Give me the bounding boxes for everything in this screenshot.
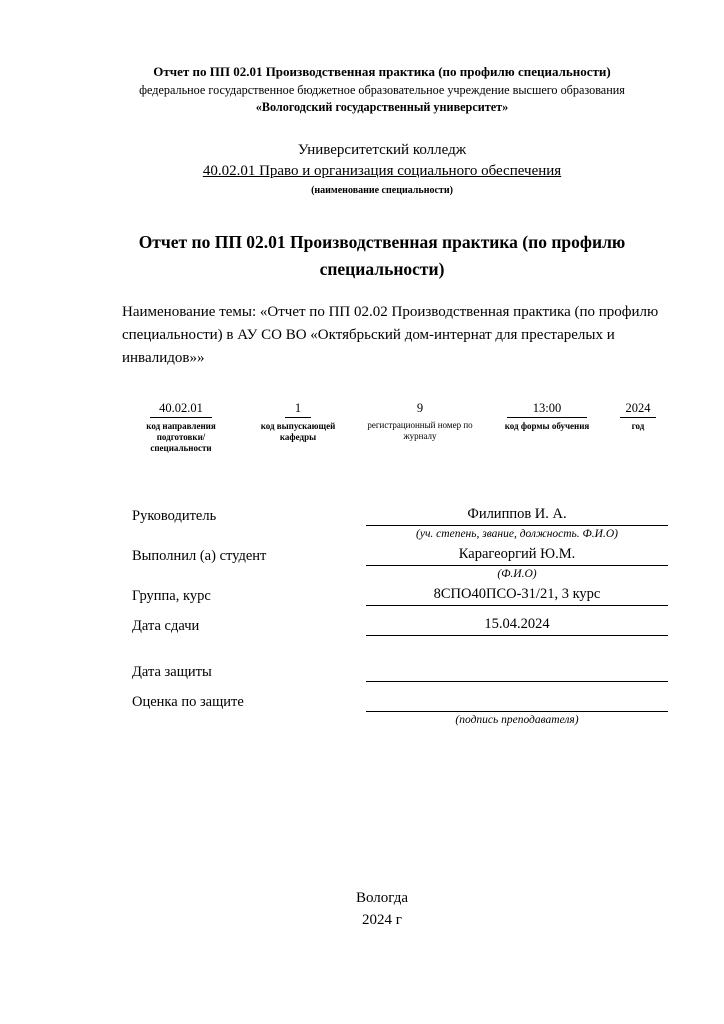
specialty-line: 40.02.01 Право и организация социального обеспечения [202, 163, 562, 180]
field-grade-caption: (подпись преподавателя) [455, 714, 579, 727]
field-submission-date [132, 616, 668, 636]
code-year-value: 2024 [620, 401, 656, 418]
field-defense-date-label: Дата защиты [132, 664, 212, 681]
college-block [96, 140, 668, 199]
header-university-name: «Вологодский государственный университет» [255, 99, 509, 114]
header-report-line: Отчет по ПП 02.01 Производственная практика (по профилю специальности) [153, 64, 611, 79]
code-department-value: 1 [285, 401, 311, 418]
field-grade-caption-row [132, 714, 668, 726]
field-supervisor-value: Филиппов И. А. [366, 506, 668, 526]
field-supervisor-label: Руководитель [132, 508, 217, 525]
field-student-label: Выполнил (а) студент [132, 548, 267, 565]
code-study-form [492, 399, 602, 432]
code-year [614, 399, 662, 432]
topic-paragraph: Наименование темы: «Отчет по ПП 02.02 Производственная практика (по профилю специальности) в АУ СО ВО «Октябрьский дом-интернат для престарелых и инвалидов»» [122, 303, 659, 367]
code-department [248, 399, 348, 444]
code-department-caption: код выпускающей кафедры [260, 420, 336, 442]
code-direction-value: 40.02.01 [150, 401, 212, 418]
field-group [132, 586, 668, 606]
field-supervisor [132, 506, 668, 526]
field-grade [132, 692, 668, 712]
field-submission-date-label: Дата сдачи [132, 618, 200, 635]
field-grade-label: Оценка по защите [132, 694, 244, 711]
field-defense-date-value [366, 662, 668, 682]
field-group-value: 8СПО40ПСО-31/21, 3 курс [366, 586, 668, 606]
header-institution-line: федеральное государственное бюджетное образовательное учреждение высшего образования [139, 82, 625, 97]
code-year-caption: год [631, 420, 645, 431]
field-supervisor-caption: (уч. степень, звание, должность. Ф.И.О) [416, 528, 618, 541]
code-registration [360, 399, 480, 443]
field-student-caption-row [132, 568, 668, 580]
code-direction-caption: код направления подготовки/ специальности [146, 420, 216, 454]
code-direction [126, 399, 236, 455]
footer-city: Вологда [356, 890, 408, 906]
field-grade-value [366, 692, 668, 712]
field-defense-date [132, 662, 668, 682]
college-name: Университетский колледж [297, 141, 467, 158]
code-registration-value: 9 [416, 400, 424, 415]
field-group-label: Группа, курс [132, 588, 211, 605]
footer-year: 2024 г [362, 911, 402, 928]
code-registration-caption: регистрационный номер по журналу [367, 419, 473, 441]
field-supervisor-caption-row [132, 528, 668, 540]
field-submission-date-value: 15.04.2024 [366, 616, 668, 636]
field-student-value: Карагеоргий Ю.М. [366, 546, 668, 566]
specialty-caption: (наименование специальности) [311, 185, 453, 197]
document-header [96, 64, 668, 116]
field-student [132, 546, 668, 566]
document-footer [96, 888, 668, 932]
document-title: Отчет по ПП 02.01 Производственная практика (по профилю специальности) [138, 231, 626, 279]
codes-row [126, 399, 662, 455]
code-study-form-caption: код формы обучения [504, 420, 590, 431]
signature-fields [132, 506, 668, 726]
field-student-caption: (Ф.И.О) [497, 568, 537, 581]
code-study-form-value: 13:00 [507, 401, 587, 418]
